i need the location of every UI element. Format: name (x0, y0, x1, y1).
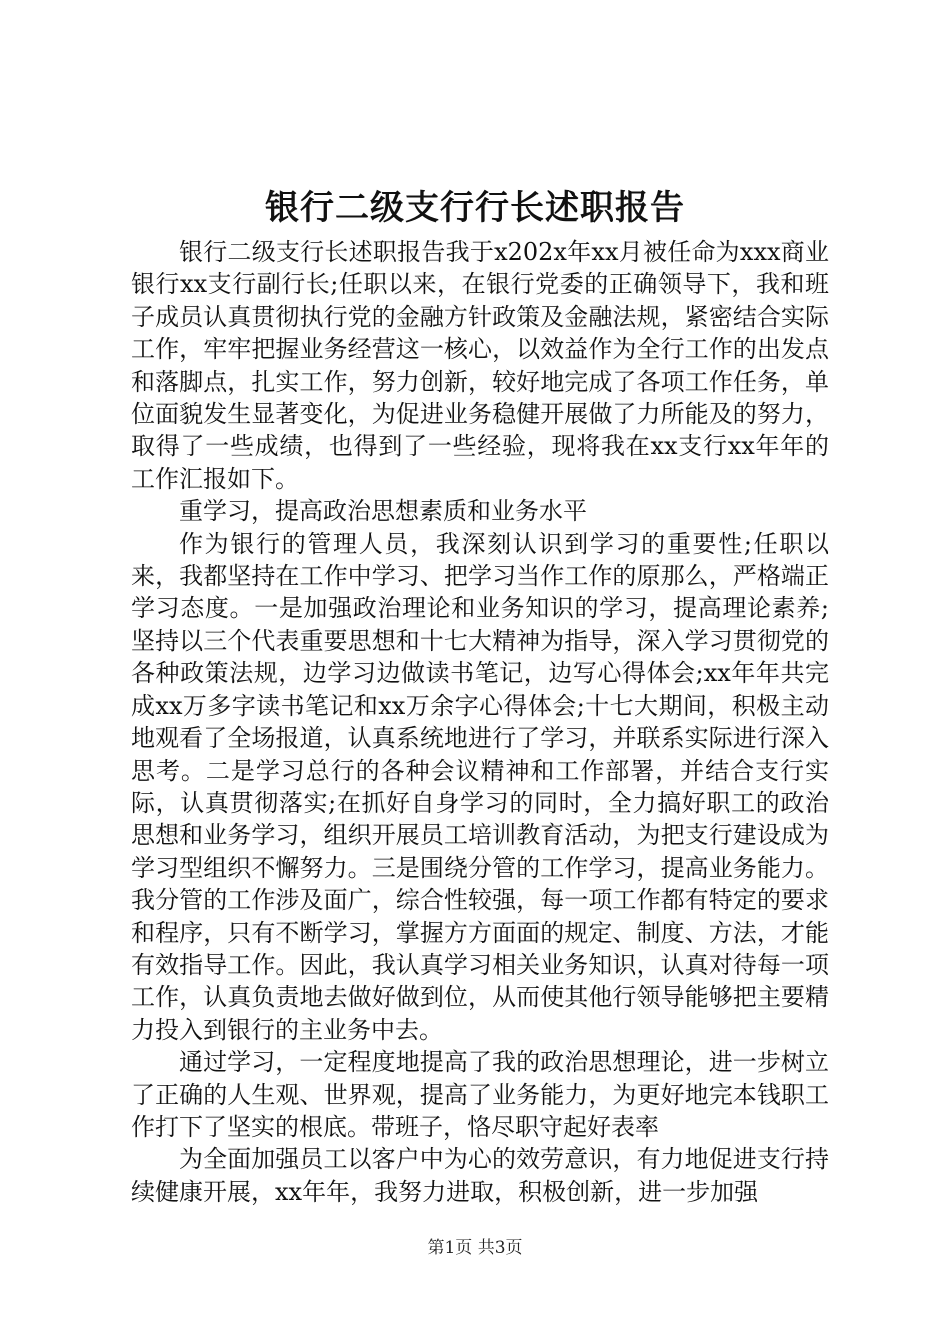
paragraph-study: 作为银行的管理人员，我深刻认识到学习的重要性;任职以来，我都坚持在工作中学习、把学习当作工作的原那么，严格端正学习态度。一是加强政治理论和业务知识的学习，提高理论素养;坚持以三个代表重要思想和十七大精神为指导，深入学习贯彻党的各种政策法规，边学习边做读书笔记，边写心得体会;xx年年共完成xx万多字读书笔记和xx万余字心得体会;十七大期间，积极主动地观看了全场报道，认真系统地进行了学习，并联系实际进行深入思考。二是学习总行的各种会议精神和工作部署，并结合支行实际，认真贯彻落实;在抓好自身学习的同时，全力搞好职工的政治思想和业务学习，组织开展员工培训教育活动，为把支行建设成为学习型组织不懈努力。三是围绕分管的工作学习，提高业务能力。我分管的工作涉及面广，综合性较强，每一项工作都有特定的要求和程序，只有不断学习，掌握方方面面的规定、制度、方法，才能有效指导工作。因此，我认真学习相关业务知识，认真对待每一项工作，认真负责地去做好做到位，从而使其他行领导能够把主要精力投入到银行的主业务中去。 (131, 529, 829, 1044)
page-footer: 第1页 共3页 (427, 1238, 523, 1258)
document-title: 银行二级支行行长述职报告 (265, 188, 685, 228)
document-body (131, 236, 829, 1208)
section-heading-study: 重学习，提高政治思想素质和业务水平 (179, 497, 587, 526)
paragraph-intro: 银行二级支行长述职报告我于x202x年xx月被任命为xxx商业银行xx支行副行长;任职以来，在银行党委的正确领导下，我和班子成员认真贯彻执行党的金融方针政策及金融法规，紧密结合实际工作，牢牢把握业务经营这一核心，以效益作为全行工作的出发点和落脚点，扎实工作，努力创新，较好地完成了各项工作任务，单位面貌发生显著变化，为促进业务稳健开展做了力所能及的努力，取得了一些成绩，也得到了一些经验，现将我在xx支行xx年年的工作汇报如下。 (131, 238, 829, 493)
paragraph-study-result: 通过学习，一定程度地提高了我的政治思想理论，进一步树立了正确的人生观、世界观，提高了业务能力，为更好地完本钱职工作打下了坚实的根底。带班子，恪尽职守起好表率 (131, 1048, 829, 1141)
paragraph-service: 为全面加强员工以客户中为心的效劳意识，有力地促进支行持续健康开展，xx年年，我努力进取，积极创新，进一步加强 (131, 1145, 829, 1206)
